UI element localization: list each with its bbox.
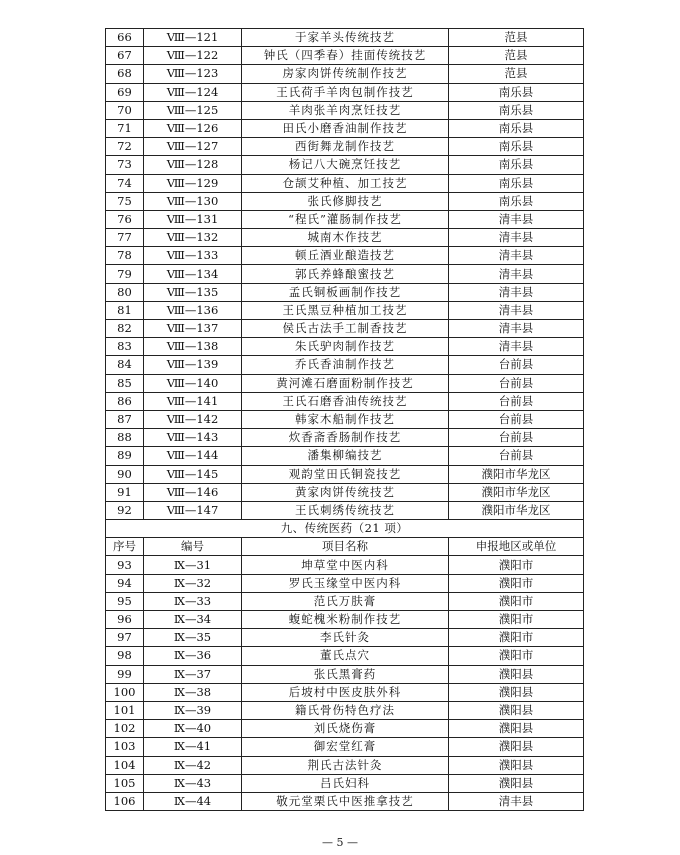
item-code: Ⅷ—140 xyxy=(144,374,242,392)
item-code: Ⅷ—124 xyxy=(144,83,242,101)
table-row xyxy=(106,47,584,65)
item-name: 后坡村中医皮肤外科 xyxy=(242,683,449,701)
row-number: 76 xyxy=(106,210,144,228)
row-number: 100 xyxy=(106,683,144,701)
item-region: 濮阳县 xyxy=(449,774,584,792)
item-code: Ⅷ—144 xyxy=(144,447,242,465)
row-number: 103 xyxy=(106,738,144,756)
item-region: 范县 xyxy=(449,47,584,65)
item-code: Ⅸ—36 xyxy=(144,647,242,665)
item-region: 清丰县 xyxy=(449,338,584,356)
row-number: 79 xyxy=(106,265,144,283)
item-name: 李氏针灸 xyxy=(242,629,449,647)
item-region: 范县 xyxy=(449,29,584,47)
table-row xyxy=(106,338,584,356)
item-name: 钟氏（四季春）挂面传统技艺 xyxy=(242,47,449,65)
table-section-9-heading xyxy=(106,520,584,556)
row-number: 101 xyxy=(106,701,144,719)
row-number: 98 xyxy=(106,647,144,665)
item-code: Ⅷ—136 xyxy=(144,301,242,319)
item-name: 坤草堂中医内科 xyxy=(242,556,449,574)
table-row xyxy=(106,701,584,719)
item-code: Ⅷ—135 xyxy=(144,283,242,301)
item-code: Ⅸ—37 xyxy=(144,665,242,683)
table-row xyxy=(106,665,584,683)
table-row xyxy=(106,29,584,47)
item-region: 清丰县 xyxy=(449,792,584,810)
item-name: 观韵堂田氏铜瓷技艺 xyxy=(242,465,449,483)
item-name: 刘氏烧伤膏 xyxy=(242,720,449,738)
item-region: 清丰县 xyxy=(449,247,584,265)
item-code: Ⅷ—141 xyxy=(144,392,242,410)
header-name: 项目名称 xyxy=(242,538,449,556)
table-row xyxy=(106,156,584,174)
row-number: 66 xyxy=(106,29,144,47)
table-row xyxy=(106,119,584,137)
item-name: 王氏石磨香油传统技艺 xyxy=(242,392,449,410)
item-code: Ⅷ—143 xyxy=(144,429,242,447)
item-code: Ⅷ—130 xyxy=(144,192,242,210)
item-code: Ⅷ—125 xyxy=(144,101,242,119)
row-number: 68 xyxy=(106,65,144,83)
item-code: Ⅷ—121 xyxy=(144,29,242,47)
table-row xyxy=(106,283,584,301)
table-row xyxy=(106,174,584,192)
item-region: 清丰县 xyxy=(449,265,584,283)
item-code: Ⅷ—142 xyxy=(144,410,242,428)
table-row xyxy=(106,720,584,738)
table-row xyxy=(106,774,584,792)
table-row xyxy=(106,556,584,574)
item-code: Ⅷ—122 xyxy=(144,47,242,65)
item-region: 台前县 xyxy=(449,429,584,447)
row-number: 96 xyxy=(106,611,144,629)
table-row xyxy=(106,629,584,647)
item-region: 濮阳县 xyxy=(449,756,584,774)
row-number: 93 xyxy=(106,556,144,574)
row-number: 73 xyxy=(106,156,144,174)
item-region: 濮阳市华龙区 xyxy=(449,483,584,501)
item-region: 范县 xyxy=(449,65,584,83)
item-name: 炊香斋香肠制作技艺 xyxy=(242,429,449,447)
table-row xyxy=(106,229,584,247)
table-row xyxy=(106,574,584,592)
item-code: Ⅷ—139 xyxy=(144,356,242,374)
item-code: Ⅷ—137 xyxy=(144,320,242,338)
row-number: 102 xyxy=(106,720,144,738)
row-number: 72 xyxy=(106,138,144,156)
row-number: 70 xyxy=(106,101,144,119)
table-row xyxy=(106,611,584,629)
table-row xyxy=(106,192,584,210)
item-region: 南乐县 xyxy=(449,138,584,156)
row-number: 69 xyxy=(106,83,144,101)
item-code: Ⅸ—40 xyxy=(144,720,242,738)
item-name: 黄河滩石磨面粉制作技艺 xyxy=(242,374,449,392)
item-code: Ⅸ—31 xyxy=(144,556,242,574)
section-title-row xyxy=(106,520,584,538)
item-region: 南乐县 xyxy=(449,83,584,101)
item-name: 范氏万肤膏 xyxy=(242,592,449,610)
table-row xyxy=(106,301,584,319)
item-code: Ⅷ—131 xyxy=(144,210,242,228)
row-number: 105 xyxy=(106,774,144,792)
table-section-9 xyxy=(106,556,584,811)
item-region: 濮阳县 xyxy=(449,720,584,738)
item-region: 濮阳市 xyxy=(449,629,584,647)
row-number: 77 xyxy=(106,229,144,247)
table-row xyxy=(106,738,584,756)
item-name: 潘集柳编技艺 xyxy=(242,447,449,465)
row-number: 97 xyxy=(106,629,144,647)
row-number: 78 xyxy=(106,247,144,265)
item-code: Ⅸ—39 xyxy=(144,701,242,719)
header-code: 编号 xyxy=(144,538,242,556)
item-name: 城南木作技艺 xyxy=(242,229,449,247)
item-name: 敬元堂栗氏中医推拿技艺 xyxy=(242,792,449,810)
row-number: 91 xyxy=(106,483,144,501)
table-row xyxy=(106,756,584,774)
row-number: 104 xyxy=(106,756,144,774)
table-row xyxy=(106,465,584,483)
table-row xyxy=(106,356,584,374)
item-name: 蝮蛇槐米粉制作技艺 xyxy=(242,611,449,629)
row-number: 95 xyxy=(106,592,144,610)
section-title: 九、传统医药（21 项） xyxy=(106,520,584,538)
table-row xyxy=(106,265,584,283)
item-name: 朱氏驴肉制作技艺 xyxy=(242,338,449,356)
table-row xyxy=(106,65,584,83)
item-code: Ⅷ—128 xyxy=(144,156,242,174)
item-name: 黄家肉饼传统技艺 xyxy=(242,483,449,501)
item-name: 荆氏古法针灸 xyxy=(242,756,449,774)
row-number: 94 xyxy=(106,574,144,592)
item-code: Ⅷ—146 xyxy=(144,483,242,501)
item-code: Ⅸ—32 xyxy=(144,574,242,592)
item-name: 杨记八大碗烹饪技艺 xyxy=(242,156,449,174)
row-number: 88 xyxy=(106,429,144,447)
item-region: 濮阳市 xyxy=(449,647,584,665)
item-code: Ⅸ—42 xyxy=(144,756,242,774)
item-name: 顿丘酒业酿造技艺 xyxy=(242,247,449,265)
header-no: 序号 xyxy=(106,538,144,556)
table-row xyxy=(106,410,584,428)
item-code: Ⅷ—123 xyxy=(144,65,242,83)
item-name: 乔氏香油制作技艺 xyxy=(242,356,449,374)
row-number: 81 xyxy=(106,301,144,319)
item-name: 孟氏铜板画制作技艺 xyxy=(242,283,449,301)
row-number: 83 xyxy=(106,338,144,356)
item-region: 南乐县 xyxy=(449,174,584,192)
item-region: 清丰县 xyxy=(449,283,584,301)
item-region: 濮阳市 xyxy=(449,611,584,629)
item-region: 濮阳县 xyxy=(449,665,584,683)
item-region: 濮阳县 xyxy=(449,683,584,701)
item-code: Ⅷ—145 xyxy=(144,465,242,483)
item-code: Ⅷ—127 xyxy=(144,138,242,156)
item-region: 南乐县 xyxy=(449,156,584,174)
row-number: 90 xyxy=(106,465,144,483)
table-row xyxy=(106,447,584,465)
table-row xyxy=(106,138,584,156)
table-section-8 xyxy=(106,29,584,520)
item-code: Ⅸ—38 xyxy=(144,683,242,701)
item-region: 台前县 xyxy=(449,410,584,428)
row-number: 99 xyxy=(106,665,144,683)
item-name: 西街舞龙制作技艺 xyxy=(242,138,449,156)
item-name: 房家肉饼传统制作技艺 xyxy=(242,65,449,83)
item-name: 王氏荷手羊肉包制作技艺 xyxy=(242,83,449,101)
item-region: 濮阳市华龙区 xyxy=(449,465,584,483)
row-number: 106 xyxy=(106,792,144,810)
header-region: 申报地区或单位 xyxy=(449,538,584,556)
item-region: 濮阳县 xyxy=(449,738,584,756)
row-number: 89 xyxy=(106,447,144,465)
item-name: 仓颉艾种植、加工技艺 xyxy=(242,174,449,192)
item-region: 清丰县 xyxy=(449,229,584,247)
item-code: Ⅷ—133 xyxy=(144,247,242,265)
item-code: Ⅸ—44 xyxy=(144,792,242,810)
item-code: Ⅷ—132 xyxy=(144,229,242,247)
table-row xyxy=(106,647,584,665)
item-code: Ⅷ—129 xyxy=(144,174,242,192)
item-name: 张氏黑膏药 xyxy=(242,665,449,683)
item-region: 清丰县 xyxy=(449,301,584,319)
table-row xyxy=(106,683,584,701)
table-row xyxy=(106,592,584,610)
row-number: 75 xyxy=(106,192,144,210)
item-region: 南乐县 xyxy=(449,192,584,210)
item-name: 董氏点穴 xyxy=(242,647,449,665)
item-name: 王氏黑豆种植加工技艺 xyxy=(242,301,449,319)
item-region: 清丰县 xyxy=(449,210,584,228)
item-region: 濮阳市华龙区 xyxy=(449,501,584,519)
item-region: 南乐县 xyxy=(449,119,584,137)
item-code: Ⅷ—134 xyxy=(144,265,242,283)
table-row xyxy=(106,792,584,810)
row-number: 71 xyxy=(106,119,144,137)
item-region: 濮阳市 xyxy=(449,574,584,592)
item-code: Ⅸ—33 xyxy=(144,592,242,610)
row-number: 84 xyxy=(106,356,144,374)
table-row xyxy=(106,483,584,501)
row-number: 85 xyxy=(106,374,144,392)
item-code: Ⅸ—43 xyxy=(144,774,242,792)
item-region: 濮阳市 xyxy=(449,556,584,574)
row-number: 87 xyxy=(106,410,144,428)
item-code: Ⅷ—147 xyxy=(144,501,242,519)
item-name: 于家羊头传统技艺 xyxy=(242,29,449,47)
table-row xyxy=(106,247,584,265)
heritage-list-table xyxy=(105,28,584,811)
item-name: 籍氏骨伤特色疗法 xyxy=(242,701,449,719)
table-row xyxy=(106,392,584,410)
item-code: Ⅷ—126 xyxy=(144,119,242,137)
row-number: 80 xyxy=(106,283,144,301)
item-name: 王氏刺绣传统技艺 xyxy=(242,501,449,519)
page-number: — 5 — xyxy=(322,836,358,849)
item-region: 台前县 xyxy=(449,447,584,465)
item-name: 罗氏玉缘堂中医内科 xyxy=(242,574,449,592)
item-name: 田氏小磨香油制作技艺 xyxy=(242,119,449,137)
table-row xyxy=(106,501,584,519)
item-name: 郭氏养蜂酿蜜技艺 xyxy=(242,265,449,283)
item-region: 濮阳县 xyxy=(449,701,584,719)
item-region: 台前县 xyxy=(449,374,584,392)
item-name: “程氏”灌肠制作技艺 xyxy=(242,210,449,228)
item-code: Ⅸ—34 xyxy=(144,611,242,629)
item-name: 吕氏妇科 xyxy=(242,774,449,792)
item-region: 清丰县 xyxy=(449,320,584,338)
item-region: 濮阳市 xyxy=(449,592,584,610)
item-region: 台前县 xyxy=(449,392,584,410)
item-name: 张氏修脚技艺 xyxy=(242,192,449,210)
item-code: Ⅸ—41 xyxy=(144,738,242,756)
item-code: Ⅸ—35 xyxy=(144,629,242,647)
table-row xyxy=(106,83,584,101)
table-row xyxy=(106,101,584,119)
item-region: 台前县 xyxy=(449,356,584,374)
table-row xyxy=(106,210,584,228)
table-row xyxy=(106,320,584,338)
row-number: 86 xyxy=(106,392,144,410)
row-number: 92 xyxy=(106,501,144,519)
table-row xyxy=(106,374,584,392)
item-region: 南乐县 xyxy=(449,101,584,119)
item-name: 御宏堂红膏 xyxy=(242,738,449,756)
item-name: 韩家木船制作技艺 xyxy=(242,410,449,428)
table-row xyxy=(106,429,584,447)
row-number: 67 xyxy=(106,47,144,65)
table-header-row xyxy=(106,538,584,556)
item-code: Ⅷ—138 xyxy=(144,338,242,356)
item-name: 羊肉张羊肉烹饪技艺 xyxy=(242,101,449,119)
row-number: 82 xyxy=(106,320,144,338)
row-number: 74 xyxy=(106,174,144,192)
item-name: 侯氏古法手工制香技艺 xyxy=(242,320,449,338)
